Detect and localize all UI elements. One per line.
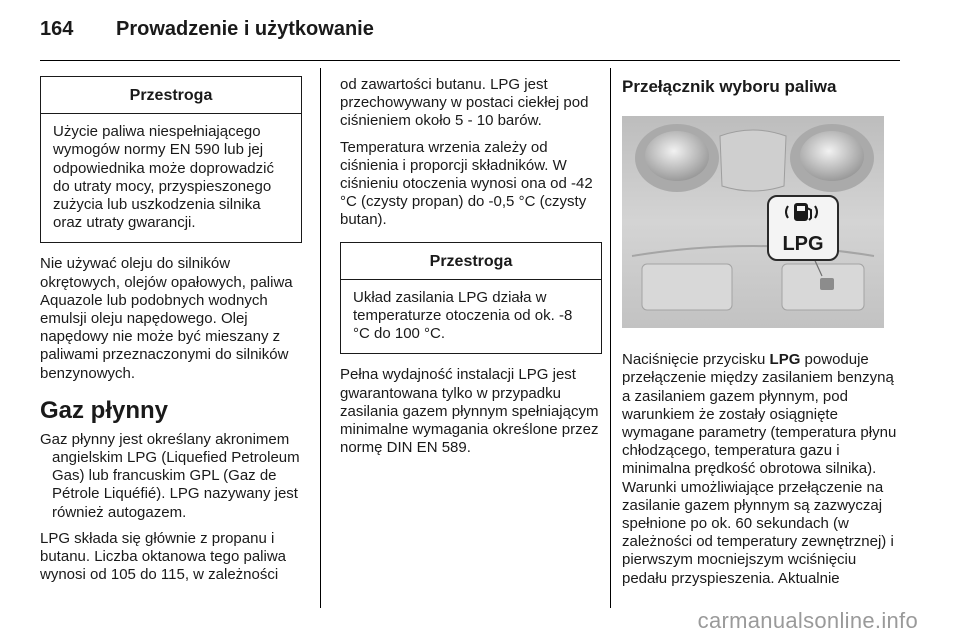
page-title: Prowadzenie i użytkowanie bbox=[116, 18, 374, 40]
column-divider-2 bbox=[610, 68, 611, 608]
paragraph: LPG składa się głównie z propanu i butanu. Liczba oktanowa tego paliwa wynosi od 105 do 115, w zależności bbox=[40, 529, 287, 584]
paragraph-text-start: Naciśnięcie przycisku bbox=[622, 351, 770, 369]
warning-title: Przestroga bbox=[41, 77, 301, 114]
warning-box bbox=[40, 76, 302, 243]
section-heading: Gaz płynny bbox=[40, 396, 169, 424]
column-1 bbox=[40, 76, 302, 592]
watermark: carmanualsonline.info bbox=[697, 608, 918, 633]
header-rule bbox=[40, 60, 900, 61]
warning-title: Przestroga bbox=[341, 243, 601, 280]
paragraph: Nie używać oleju do silników okrętowych, olejów opałowych, paliwa Aquazole lub podobnych wodnych emulsji oleju napędowego. Olej napędowy nie może być mieszany z paliwami przeznaczonymi do silników benzynowych. bbox=[40, 255, 293, 382]
warning-text: Układ zasilania LPG działa w temperaturze otoczenia od ok. -8 °C do 100 °C. bbox=[353, 288, 573, 343]
lpg-switch-figure bbox=[622, 116, 884, 328]
paragraph: od zawartości butanu. LPG jest przechowywany w postaci ciekłej pod ciśnieniem około 5 - 10 barów. bbox=[340, 76, 589, 130]
paragraph: Gaz płynny jest określany akronimem angielskim LPG (Liquefied Petroleum Gas) lub francuskim GPL (Gaz de Pétrole Liquéfié). LPG nazywany jest również autogazem. bbox=[40, 430, 300, 521]
column-3 bbox=[622, 76, 904, 596]
section-heading: Przełącznik wyboru paliwa bbox=[622, 77, 837, 96]
column-2 bbox=[340, 76, 602, 465]
page-number: 164 bbox=[40, 18, 74, 40]
warning-text: Użycie paliwa niespełniającego wymogów normy EN 590 lub jej odpowiednika może doprowadzić do utraty mocy, przyspieszonego zużycia lub uszkodzenia silnika oraz utraty gwarancji. bbox=[53, 123, 274, 232]
paragraph: Temperatura wrzenia zależy od ciśnienia i proporcji składników. W ciśnieniu otoczenia wynosi ona od -42 °C (czysty propan) do -0,5 °C (czysty butan). bbox=[340, 138, 593, 229]
paragraph-text-end: powoduje przełączenie między zasilaniem benzyną a zasilaniem gazem płynnym, pod warunkiem że zostały osiągnięte wymagane parametry (temperatura płynu chłodzącego, temperatura gazu i minimalna prędkość obrotowa silnika). Warunki umożliwiające przełączenie na zasilanie gazem płynnym są zazwyczaj spełnione po ok. 60 sekundach (w zależności od temperatury zewnętrznej) i pierwszym mocniejszym wciśnięciu pedału przyspieszenia. Aktualnie bbox=[622, 351, 897, 587]
lpg-key-label: LPG bbox=[769, 351, 801, 369]
column-divider-1 bbox=[320, 68, 321, 608]
lpg-button-label: LPG bbox=[782, 233, 824, 255]
paragraph: Pełna wydajność instalacji LPG jest gwarantowana tylko w przypadku zasilania gazem płynnym spełniającym minimalne wymagania określone przez normę DIN EN 589. bbox=[340, 366, 599, 457]
paragraph bbox=[622, 351, 904, 588]
warning-box bbox=[340, 242, 602, 355]
